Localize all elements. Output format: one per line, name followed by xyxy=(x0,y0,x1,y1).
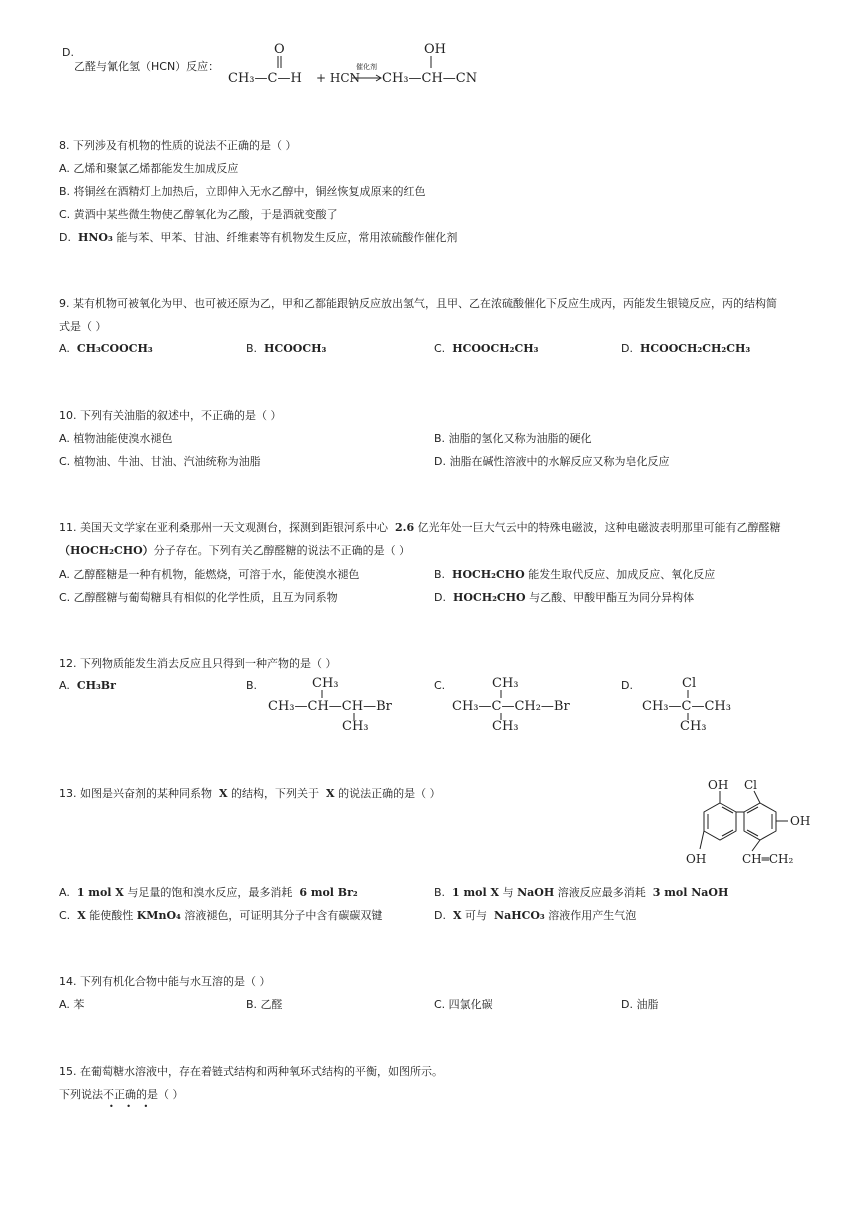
question-12-stem: 12. 下列物质能发生消去反应且只得到一种产物的是（ ） xyxy=(59,657,337,670)
stem-text: 的结构，下列关于 xyxy=(231,787,320,800)
question-14-option-a: A. 苯 xyxy=(59,998,85,1011)
carbonyl-oxygen: O xyxy=(274,42,285,57)
vinyl-group: CH═CH₂ xyxy=(742,852,794,866)
option-formula: X xyxy=(452,909,462,922)
option-label: D. xyxy=(59,231,71,244)
option-formula: HOCH₂CHO xyxy=(452,568,525,581)
option-formula: 1 mol X xyxy=(76,886,124,899)
question-8-option-b: B. 将铜丝在酒精灯上加热后，立即伸入无水乙醇中，铜丝恢复成原来的红色 xyxy=(59,185,426,198)
option-label: D. xyxy=(434,591,446,604)
question-14-option-b: B. 乙醛 xyxy=(246,998,283,1011)
question-10-stem: 10. 下列有关油脂的叙述中，不正确的是（ ） xyxy=(59,409,282,422)
question-11-stem-cont xyxy=(59,542,410,558)
option-formula: NaHCO₃ xyxy=(494,909,545,922)
option-label: C. xyxy=(59,909,71,922)
main-chain: CH₃—C—CH₂—Br xyxy=(452,699,570,714)
option-label: D. xyxy=(434,909,446,922)
chloro-substituent: Cl xyxy=(744,778,758,792)
question-14-stem: 14. 下列有机化合物中能与水互溶的是（ ） xyxy=(59,975,271,988)
question-11-option-b xyxy=(434,566,715,582)
stem-text: 11. 美国天文学家在亚利桑那州一天文观测台，探测到距银河系中心 xyxy=(59,521,388,534)
option-text: 可与 xyxy=(465,909,488,922)
question-14-option-c: C. 四氯化碳 xyxy=(434,998,493,1011)
question-9-option-c xyxy=(434,342,538,355)
option-text: 与 xyxy=(502,886,514,899)
option-label: B. xyxy=(246,342,258,355)
option-formula: 3 mol NaOH xyxy=(652,886,729,899)
main-chain: CH₃—C—CH₃ xyxy=(642,699,731,714)
option-text: 与足量的饱和溴水反应，最多消耗 xyxy=(127,886,293,899)
option-text: 能与苯、甲苯、甘油、纤维素等有机物发生反应，常用浓硫酸作催化剂 xyxy=(116,231,458,244)
hydroxyl-bottom-left: OH xyxy=(686,852,707,866)
option-text: 能发生取代反应、加成反应、氧化反应 xyxy=(528,568,716,581)
question-13-option-d xyxy=(434,907,636,923)
stem-text: 13. 如图是兴奋剂的某种同系物 xyxy=(59,787,212,800)
hydroxyl-right: OH xyxy=(790,814,811,828)
option-text: 溶液反应最多消耗 xyxy=(557,886,646,899)
option-text: 溶液作用产生气泡 xyxy=(548,909,637,922)
compound-x: X xyxy=(326,787,335,800)
question-8-option-d xyxy=(59,229,457,245)
option-formula: NaOH xyxy=(517,886,555,899)
option-formula: HCOOCH₃ xyxy=(264,342,327,355)
question-8-option-c: C. 黄酒中某些微生物使乙醇氧化为乙酸，于是酒就变酸了 xyxy=(59,208,338,221)
distance-value: 2.6 xyxy=(395,521,415,534)
methyl-bottom: CH₃ xyxy=(680,719,707,734)
glycolaldehyde-formula: （HOCH₂CHO） xyxy=(59,544,154,557)
question-14-option-d: D. 油脂 xyxy=(621,998,659,1011)
compound-x-structure xyxy=(672,775,822,870)
option-formula: X xyxy=(77,909,86,922)
methyl-top: CH₃ xyxy=(492,676,519,691)
question-9-option-d xyxy=(621,342,750,355)
question-12-option-c-label: C. xyxy=(434,679,446,692)
question-9-stem: 9. 某有机物可被氧化为甲、也可被还原为乙，甲和乙都能跟钠反应放出氢气，且甲、乙在浓硫酸催化下反应生成丙，丙能发生银镜反应，丙的结构简 xyxy=(59,297,777,310)
option-formula: 1 mol X xyxy=(452,886,500,899)
main-chain: CH₃—CH—CH—Br xyxy=(268,699,392,714)
hydroxyl-group: OH xyxy=(424,42,446,57)
question-8-option-a: A. 乙烯和聚氯乙烯都能发生加成反应 xyxy=(59,162,239,175)
question-15-stem: 15. 在葡萄糖水溶液中，存在着链式结构和两种氧环式结构的平衡，如图所示。 xyxy=(59,1065,443,1078)
option-label: A. xyxy=(59,342,70,355)
question-10-option-d: D. 油脂在碱性溶液中的水解反应又称为皂化反应 xyxy=(434,455,670,468)
compound-x: X xyxy=(219,787,228,800)
option-label: C. xyxy=(434,342,446,355)
question-11-option-a: A. 乙醇醛糖是一种有机物，能燃烧，可溶于水，能使溴水褪色 xyxy=(59,568,360,581)
hcn-reagent: + HCN xyxy=(316,71,361,85)
option-b-structure xyxy=(266,672,406,734)
question-13-option-a xyxy=(59,884,358,900)
option-text: 能使酸性 xyxy=(89,909,134,922)
acetaldehyde-formula: CH₃—C—H xyxy=(228,71,302,86)
option-formula: CH₃Br xyxy=(76,679,116,692)
question-10-option-b: B. 油脂的氢化又称为油脂的硬化 xyxy=(434,432,592,445)
question-8-stem: 8. 下列涉及有机物的性质的说法不正确的是（ ） xyxy=(59,139,297,152)
aldehyde-hcn-equation xyxy=(228,38,493,90)
question-11-stem xyxy=(59,519,781,535)
hydroxyl-top-left: OH xyxy=(708,778,729,792)
option-text: 乙醛与氰化氢（HCN）反应： xyxy=(74,60,220,73)
stem-text: 的说法正确的是（ ） xyxy=(338,787,441,800)
reaction-condition: 催化剂 xyxy=(356,63,377,71)
question-12-option-d-label: D. xyxy=(621,679,633,692)
option-text: 与乙酸、甲酸甲酯互为同分异构体 xyxy=(529,591,695,604)
option-label: D. xyxy=(621,342,633,355)
option-formula: HOCH₂CHO xyxy=(452,591,526,604)
option-label: A. xyxy=(59,886,70,899)
question-11-option-d xyxy=(434,589,694,605)
option-text: 溶液褪色，可证明其分子中含有碳碳双键 xyxy=(184,909,383,922)
option-formula: HCOOCH₂CH₃ xyxy=(452,342,539,355)
stem-text: 分子存在。下列有关乙醇醛糖的说法不正确的是（ ） xyxy=(153,544,411,557)
option-label: B. xyxy=(434,568,446,581)
question-13-option-b xyxy=(434,884,728,900)
question-9-stem-cont: 式是（ ） xyxy=(59,320,107,333)
question-10-option-c: C. 植物油、牛油、甘油、汽油统称为油脂 xyxy=(59,455,261,468)
methyl-top: CH₃ xyxy=(312,676,339,691)
option-c-structure xyxy=(452,672,582,734)
question-9-option-a xyxy=(59,342,153,355)
option-label: D. xyxy=(62,46,74,59)
methyl-bottom: CH₃ xyxy=(342,719,369,734)
chloro-top: Cl xyxy=(682,676,697,691)
cyanohydrin-formula: CH₃—CH—CN xyxy=(382,71,478,86)
question-12-option-b-label: B. xyxy=(246,679,258,692)
stem-text: 亿光年处一巨大气云中的特殊电磁波，这种电磁波表明那里可能有乙醇醛糖 xyxy=(417,521,781,534)
option-formula: CH₃COOCH₃ xyxy=(76,342,153,355)
emphasis-dots: • • • xyxy=(109,1102,154,1111)
option-d-structure xyxy=(640,672,740,734)
question-9-option-b xyxy=(246,342,326,355)
question-10-option-a: A. 植物油能使溴水褪色 xyxy=(59,432,173,445)
option-formula: HCOOCH₂CH₂CH₃ xyxy=(639,342,751,355)
option-label: A. xyxy=(59,679,70,692)
question-11-option-c: C. 乙醇醛糖与葡萄糖具有相似的化学性质，且互为同系物 xyxy=(59,591,338,604)
methyl-bottom: CH₃ xyxy=(492,719,519,734)
option-formula: KMnO₄ xyxy=(136,909,181,922)
option-label: B. xyxy=(434,886,446,899)
option-formula: 6 mol Br₂ xyxy=(299,886,358,899)
nitric-acid-formula: HNO₃ xyxy=(77,231,113,244)
question-12-option-a xyxy=(59,679,116,692)
question-13-stem xyxy=(59,785,441,801)
question-15-prompt: 下列说法不正确的是（ ） xyxy=(59,1088,184,1101)
question-13-option-c xyxy=(59,907,382,923)
